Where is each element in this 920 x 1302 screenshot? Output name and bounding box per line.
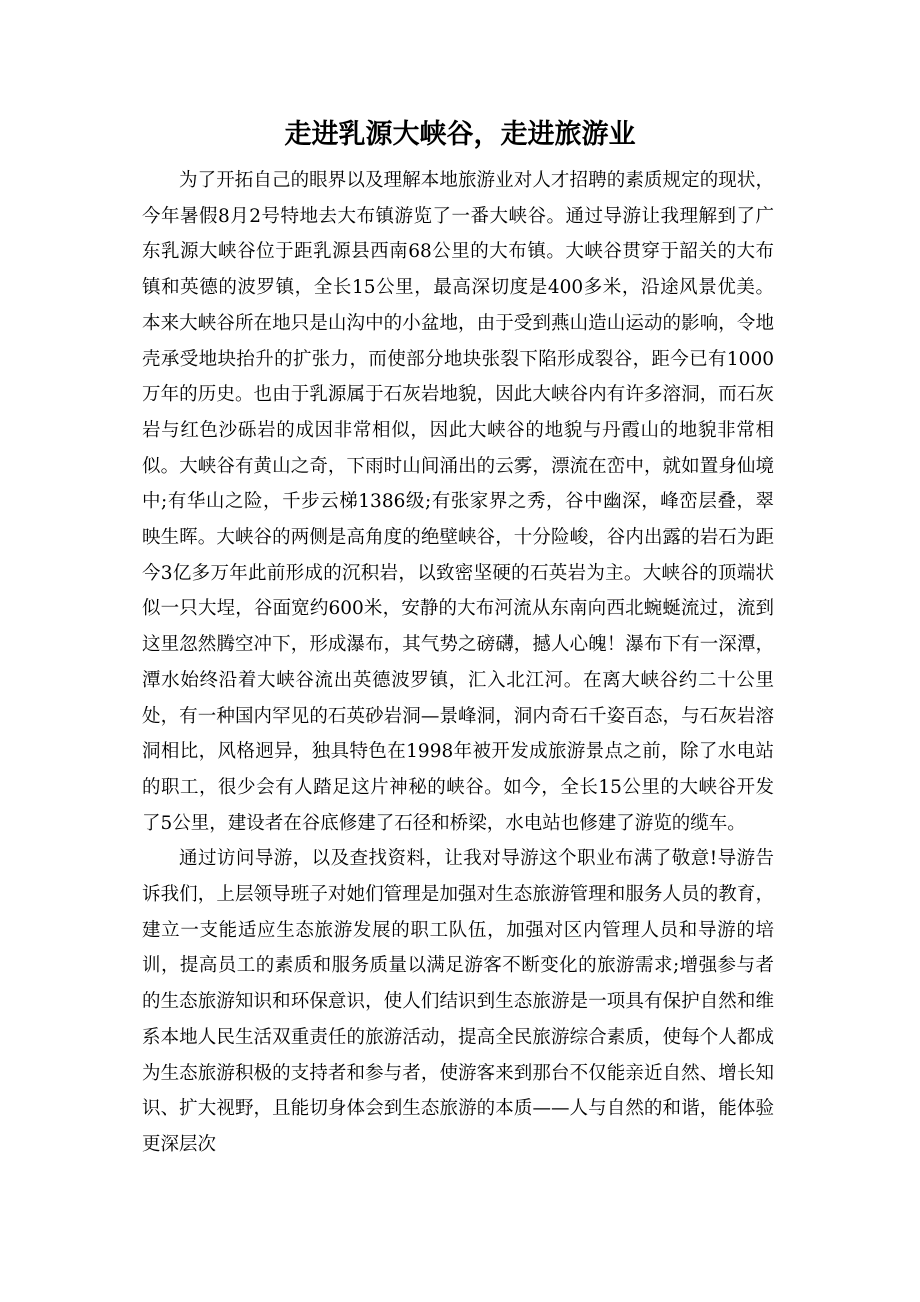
paragraph-1: 为了开拓自己的眼界以及理解本地旅游业对人才招聘的素质规定的现状，今年暑假8月2号特地去大布镇游览了一番大峡谷。通过导游让我理解到了广东乳源大峡谷位于距乳源县西南68公里的大布镇。大峡谷贯穿于韶关的大布镇和英德的波罗镇，全长15公里，最高深切度是400多米，沿途风景优美。本来大峡谷所在地只是山沟中的小盆地，由于受到燕山造山运动的影响，令地壳承受地块抬升的扩张力，而使部分地块张裂下陷形成裂谷，距今已有1000万年的历史。也由于乳源属于石灰岩地貌，因此大峡谷内有许多溶洞，而石灰岩与红色沙砾岩的成因非常相似，因此大峡谷的地貌与丹霞山的地貌非常相似。大峡谷有黄山之奇，下雨时山间涌出的云雾，漂流在峦中，就如置身仙境中;有华山之险，千步云梯1386级;有张家界之秀，谷中幽深，峰峦层叠，翠映生晖。大峡谷的两侧是高角度的绝壁峡谷，十分险峻，谷内出露的岩石为距今3亿多万年此前形成的沉积岩，以致密坚硬的石英岩为主。大峡谷的顶端状似一只大埕，谷面宽约600米，安静的大布河流从东南向西北蜿蜒流过，流到这里忽然腾空冲下，形成瀑布，其气势之磅礴，撼人心魄！瀑布下有一深潭，潭水始终沿着大峡谷流出英德波罗镇，汇入北江河。在离大峡谷约二十公里处，有一种国内罕见的石英砂岩洞—景峰洞，洞内奇石千姿百态，与石灰岩溶洞相比，风格迥异，独具特色在1998年被开发成旅游景点之前，除了水电站的职工，很少会有人踏足这片神秘的峡谷。如今，全长15公里的大峡谷开发了5公里，建设者在谷底修建了石径和桥梁，水电站也修建了游览的缆车。 <box>142 170 774 834</box>
document-title: 走进乳源大峡谷，走进旅游业 <box>284 119 636 150</box>
document-body <box>142 163 774 1163</box>
paragraph-2: 通过访问导游，以及查找资料，让我对导游这个职业布满了敬意!导游告诉我们，上层领导班子对她们管理是加强对生态旅游管理和服务人员的教育，建立一支能适应生态旅游发展的职工队伍，加强对区内管理人员和导游的培训，提高员工的素质和服务质量以满足游客不断变化的旅游需求;增强参与者的生态旅游知识和环保意识，使人们结识到生态旅游是一项具有保护自然和维系本地人民生活双重责任的旅游活动，提高全民旅游综合素质，使每个人都成为生态旅游积极的支持者和参与者，使游客来到那台不仅能亲近自然、增长知识、扩大视野，且能切身体会到生态旅游的本质——人与自然的和谐，能体验更深层次 <box>142 848 774 1155</box>
